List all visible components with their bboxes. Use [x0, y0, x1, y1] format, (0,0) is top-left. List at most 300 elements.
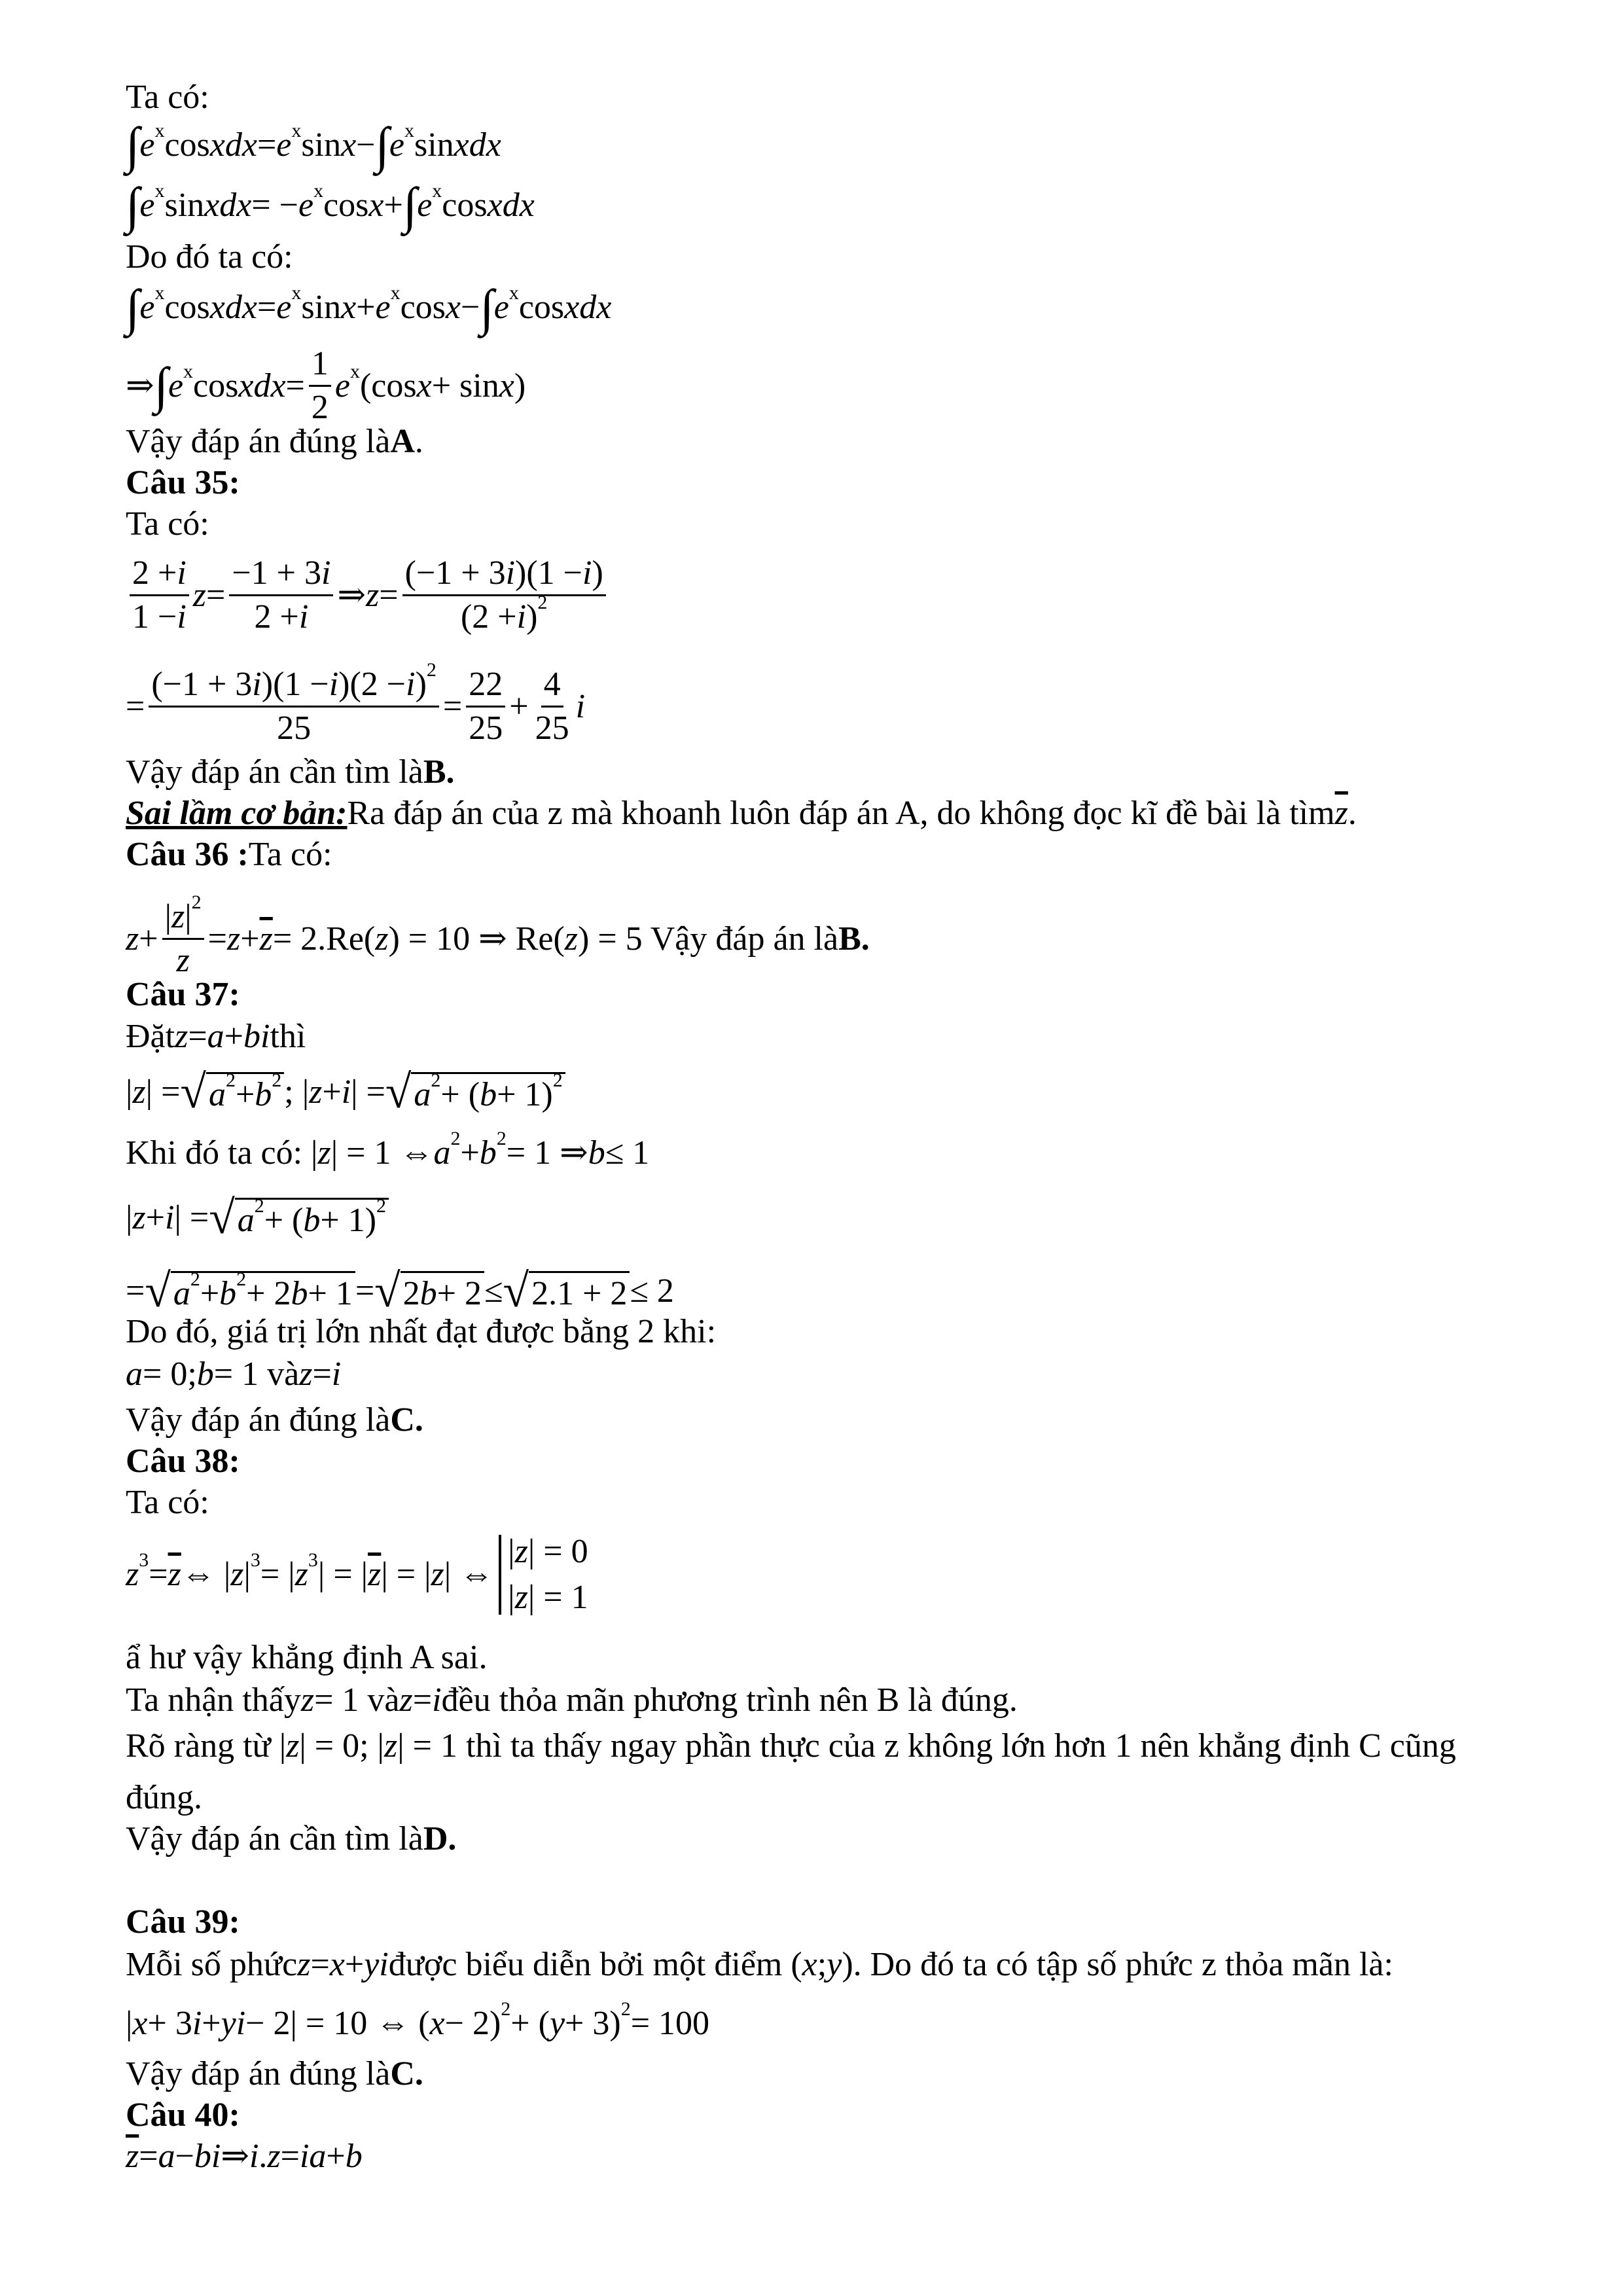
math-variable: z — [294, 1556, 308, 1593]
text-run: cos — [442, 187, 488, 224]
text-run: | — [126, 1073, 133, 1111]
text-line — [126, 177, 535, 234]
math-variable: e — [298, 187, 314, 224]
radicand — [206, 1069, 284, 1113]
text-run: thì — [270, 1018, 306, 1055]
text-run: 2 + — [132, 554, 177, 592]
text-run: + 3 — [147, 2005, 192, 2042]
math-variable: a — [207, 1018, 224, 1055]
superscript: x — [349, 360, 360, 382]
text-line — [126, 1822, 456, 1856]
bold-text: B. — [423, 753, 455, 791]
text-run: = — [285, 367, 305, 404]
text-run: − — [356, 126, 376, 164]
math-variable: z — [431, 1556, 444, 1593]
math-variable: xdx — [564, 289, 612, 327]
square-root — [503, 1264, 630, 1317]
text-run: Ta có: — [126, 79, 209, 116]
text-line — [126, 347, 526, 425]
math-variable: b — [303, 1202, 321, 1239]
text-line — [126, 279, 612, 336]
text-run: (−1 + 3 — [151, 666, 253, 703]
text-run: = — [355, 1272, 375, 1310]
math-variable: i — [192, 2005, 202, 2042]
text-run: − 2| = 10 ⇔ ( — [245, 2005, 430, 2042]
text-line — [126, 2057, 423, 2091]
text-run: + 1) — [320, 1202, 377, 1239]
text-run: cos — [323, 187, 369, 224]
text-run: = — [257, 126, 277, 164]
text-run: = — [207, 920, 227, 958]
text-line — [126, 1781, 202, 1815]
math-variable: x — [499, 367, 514, 404]
math-variable: e — [389, 126, 404, 164]
text-line — [126, 1357, 341, 1391]
conjugate: $\overline{z}$ — [1334, 795, 1348, 832]
text-run: + ( — [440, 1076, 480, 1113]
superscript: x — [291, 120, 302, 142]
text-run: 2 — [402, 1275, 420, 1312]
text-run: + — [145, 1198, 165, 1236]
superscript: x — [508, 282, 519, 304]
math-variable: i — [341, 1073, 351, 1111]
text-run: = 100 — [630, 2005, 710, 2042]
text-run: ) — [415, 666, 427, 703]
math-variable: b — [419, 1275, 437, 1312]
denominator — [533, 708, 572, 745]
superscript: x — [154, 120, 165, 142]
text-run: | — [126, 1198, 133, 1236]
text-run: = 0; — [143, 1355, 197, 1393]
text-line — [126, 81, 209, 115]
text-run: = — [206, 576, 226, 614]
superscript: 2 — [376, 1195, 387, 1217]
superscript: 2 — [254, 1195, 264, 1217]
text-run: = | — [260, 1556, 295, 1593]
math-variable: z — [514, 1579, 528, 1616]
text-run: ≤ 2 — [630, 1272, 674, 1310]
text-run: + — [224, 1018, 243, 1055]
text-run: . — [259, 2138, 268, 2175]
text-line — [126, 1998, 710, 2042]
text-line — [126, 1065, 565, 1118]
text-line — [126, 891, 870, 979]
numerator — [541, 668, 563, 708]
superscript: x — [183, 360, 194, 382]
denominator — [466, 708, 505, 745]
text-line — [126, 1403, 423, 1437]
math-variable: z — [126, 920, 139, 958]
text-run: cos — [400, 289, 446, 327]
math-variable: i — [329, 666, 339, 703]
text-line — [126, 556, 610, 634]
math-variable: z — [300, 1681, 315, 1719]
text-run: = — [280, 2138, 300, 2175]
text-line — [126, 1683, 1018, 1717]
text-run: = 1 ⇒ — [506, 1134, 588, 1172]
math-variable: xdx — [487, 187, 535, 224]
superscript: 2 — [272, 1069, 282, 1091]
text-run: − 2) — [444, 2005, 501, 2042]
math-variable: e — [334, 367, 350, 404]
text-run: + — [322, 1073, 342, 1111]
bold-text: B. — [838, 920, 870, 958]
math-variable: yi — [364, 1946, 389, 1983]
math-variable: e — [417, 187, 433, 224]
text-run: Vậy đáp án cần tìm là — [126, 753, 423, 791]
text-run: = — [149, 1556, 168, 1593]
superscript: 2 — [450, 1128, 461, 1149]
math-variable: i — [321, 554, 331, 592]
text-run: = — [412, 1681, 433, 1719]
integral-sign: ∫ — [375, 117, 389, 173]
text-run: 1 — [311, 345, 329, 382]
text-run: cos — [164, 126, 210, 164]
math-variable: i — [298, 598, 309, 636]
text-run: sin — [164, 187, 205, 224]
text-run: | — [508, 1533, 515, 1570]
text-run: 4 — [543, 666, 561, 703]
superscript: x — [154, 282, 165, 304]
math-variable: xdx — [238, 367, 286, 404]
conjugate: $\overline{z}$ — [368, 1556, 382, 1593]
radical-sign: √ — [374, 1264, 401, 1317]
text-run: 22 — [469, 666, 503, 703]
square-root — [180, 1065, 284, 1118]
math-variable: i — [575, 687, 586, 725]
text-run: )(2 − — [338, 666, 406, 703]
integral-sign: ∫ — [126, 279, 140, 336]
text-run: cos — [518, 289, 565, 327]
radical-sign: √ — [209, 1191, 235, 1244]
math-variable: e — [493, 289, 509, 327]
math-variable: i — [432, 1681, 442, 1719]
text-run: + — [356, 289, 376, 327]
math-variable: a — [158, 2138, 175, 2175]
superscript: x — [154, 180, 165, 202]
case-row — [508, 1535, 588, 1569]
integral-sign: ∫ — [126, 177, 140, 234]
text-run: Ta nhận thấy — [126, 1681, 301, 1719]
math-variable: z — [175, 1018, 188, 1055]
text-run: + 3) — [565, 2005, 621, 2042]
text-run: sin — [301, 289, 342, 327]
text-run: Ta có: — [126, 505, 209, 543]
text-run: + — [202, 2005, 221, 2042]
text-run: − — [461, 289, 480, 327]
text-run: )(1 − — [515, 554, 583, 592]
text-run: | — [185, 898, 192, 935]
text-run: Vậy đáp án đúng là — [126, 2055, 391, 2092]
math-variable: x — [341, 289, 357, 327]
text-run: | = — [174, 1198, 209, 1236]
math-variable: i — [177, 554, 187, 592]
math-variable: b — [479, 1134, 497, 1172]
text-line — [126, 1128, 650, 1172]
text-run: Vậy đáp án cần tìm là — [126, 1820, 423, 1857]
math-variable: z — [375, 920, 389, 958]
text-run: ) — [592, 554, 603, 592]
text-run: Ra đáp án của z mà khoanh luôn đáp án A, do không đọc kĩ đề bài là tìm — [347, 795, 1335, 832]
text-run: (−1 + 3 — [404, 554, 506, 592]
text-line — [126, 1486, 209, 1520]
text-run: đúng. — [126, 1779, 202, 1816]
math-variable: z — [132, 1198, 146, 1236]
radicand — [235, 1195, 389, 1239]
bold-text: Câu 37: — [126, 976, 240, 1013]
text-run: cos — [164, 289, 210, 327]
math-variable: a — [414, 1076, 431, 1113]
text-run: ) = 5 Vậy đáp án là — [578, 920, 839, 958]
math-variable: i — [582, 554, 592, 592]
text-run: = − — [251, 187, 298, 224]
text-run: = — [139, 2138, 158, 2175]
math-variable: ia — [299, 2138, 327, 2175]
math-variable: e — [276, 126, 292, 164]
text-run: ẩ hư vậy khẳng định A sai. — [126, 1639, 488, 1676]
text-run: = — [188, 1018, 207, 1055]
integral-sign: ∫ — [480, 279, 494, 336]
math-variable: i — [505, 554, 516, 592]
math-variable: i — [252, 666, 262, 703]
superscript: 2 — [537, 592, 548, 613]
text-run: = — [312, 1355, 332, 1393]
text-run: ⇒ — [221, 2138, 249, 2175]
fraction — [466, 668, 505, 745]
math-variable: z — [126, 1556, 139, 1593]
math-variable: x — [329, 1946, 345, 1983]
text-run: + — [509, 687, 529, 725]
text-run: + — [460, 1134, 480, 1172]
text-run: (cos — [359, 367, 417, 404]
text-line — [126, 507, 209, 541]
math-variable: b — [196, 1355, 214, 1393]
text-run: 25 — [469, 709, 503, 747]
text-run: + ( — [510, 2005, 550, 2042]
text-run: Do đó ta có: — [126, 238, 293, 276]
math-variable: z — [317, 1134, 331, 1172]
text-run: được biểu diễn bởi một điểm ( — [388, 1946, 802, 1983]
text-run: sin — [301, 126, 342, 164]
math-variable: z — [171, 898, 185, 935]
math-variable: a — [433, 1134, 451, 1172]
fraction — [309, 347, 331, 425]
case-bracket — [499, 1535, 588, 1615]
square-root — [209, 1191, 389, 1244]
numerator — [402, 556, 606, 596]
text-run: | — [508, 1579, 515, 1616]
text-run: Vậy đáp án đúng là — [126, 423, 391, 460]
math-variable: xdx — [209, 126, 257, 164]
text-run: Do đó, giá trị lớn nhất đạt được bằng 2 khi: — [126, 1313, 717, 1350]
superscript: 2 — [190, 1268, 200, 1290]
math-variable: e — [139, 126, 155, 164]
text-run: + — [326, 2138, 346, 2175]
fraction — [402, 556, 606, 634]
text-line — [126, 1315, 716, 1349]
text-line — [126, 2140, 363, 2174]
math-variable: i — [406, 666, 416, 703]
text-run: = — [126, 687, 145, 725]
math-variable: b — [588, 1134, 605, 1172]
numerator — [149, 659, 439, 708]
text-run: (2 + — [460, 598, 517, 636]
text-run: ). Do đó ta có tập số phức z thỏa mãn là: — [842, 1946, 1393, 1983]
integral-sign: ∫ — [154, 357, 168, 414]
text-line — [126, 1020, 306, 1054]
text-run: + — [383, 187, 403, 224]
bold-text: Câu 35: — [126, 464, 240, 501]
superscript: 3 — [139, 1549, 149, 1571]
superscript: x — [313, 180, 324, 202]
text-line — [126, 659, 586, 747]
text-run: 25 — [535, 709, 569, 747]
text-run: = — [257, 289, 277, 327]
bold-text: C. — [390, 2055, 423, 2092]
math-variable: i — [516, 598, 527, 636]
math-variable: z — [176, 942, 190, 979]
text-run: − — [175, 2138, 194, 2175]
text-run: + 2 — [246, 1275, 291, 1312]
math-variable: bi — [194, 2138, 221, 2175]
text-run: = — [442, 687, 463, 725]
math-variable: x — [416, 367, 432, 404]
denominator — [458, 592, 550, 636]
text-run: | = 1 thì ta thấy ngay phần thực của z không lớn hơn 1 nên khẳng định C cũng — [397, 1727, 1456, 1765]
text-run: . — [1347, 795, 1357, 832]
text-run: + — [235, 1076, 255, 1113]
math-variable: yi — [221, 2005, 246, 2042]
fraction — [130, 556, 189, 634]
text-run: | = 0 — [527, 1533, 588, 1570]
superscript: 2 — [496, 1128, 507, 1149]
bold-text: Câu 38: — [126, 1443, 240, 1480]
math-variable: a — [173, 1275, 190, 1312]
math-variable: e — [139, 289, 155, 327]
text-line — [126, 797, 1357, 831]
text-line — [126, 2098, 240, 2132]
radical-sign: √ — [385, 1065, 412, 1118]
text-run: Vậy đáp án đúng là — [126, 1401, 391, 1439]
text-run: ; — [817, 1946, 827, 1983]
math-variable: b — [219, 1275, 237, 1312]
integral-sign: ∫ — [126, 117, 140, 173]
text-run: ≤ 1 — [605, 1134, 650, 1172]
radicand — [529, 1271, 630, 1311]
math-variable: a — [208, 1076, 226, 1113]
math-variable: b — [255, 1076, 272, 1113]
math-variable: bi — [243, 1018, 270, 1055]
text-line — [126, 1264, 674, 1317]
math-variable: x — [802, 1946, 817, 1983]
text-line — [126, 1948, 1393, 1982]
math-variable: z — [286, 1727, 300, 1765]
text-run: Ta có: — [126, 1484, 209, 1521]
text-run: + sin — [431, 367, 499, 404]
text-run: + — [139, 920, 158, 958]
superscript: 2 — [501, 1998, 511, 2020]
text-run: ) — [526, 598, 538, 636]
math-variable: z — [399, 1681, 413, 1719]
text-run: + — [200, 1275, 220, 1312]
math-variable: z — [267, 2138, 281, 2175]
superscript: 3 — [250, 1549, 260, 1571]
text-line — [126, 1535, 588, 1615]
numerator — [130, 556, 189, 596]
text-line — [126, 1191, 389, 1244]
math-variable: z — [514, 1533, 528, 1570]
text-line — [126, 466, 240, 500]
text-run: + 2 — [437, 1275, 482, 1312]
bold-text: Câu 36 : — [126, 836, 249, 873]
text-run: Đặt — [126, 1018, 175, 1055]
text-run: | — [164, 898, 171, 935]
math-variable: xdx — [209, 289, 257, 327]
math-variable: z — [230, 1556, 244, 1593]
text-run: | = — [145, 1073, 181, 1111]
text-run: sin — [414, 126, 454, 164]
radical-sign: √ — [145, 1264, 171, 1317]
text-run: Ta có: — [248, 836, 332, 873]
bold-text: Câu 40: — [126, 2096, 240, 2134]
superscript: 2 — [225, 1069, 236, 1091]
text-line — [126, 1444, 240, 1479]
square-root — [385, 1065, 565, 1118]
superscript: 2 — [431, 1069, 441, 1091]
text-run: ) — [514, 367, 526, 404]
radicand — [171, 1268, 355, 1312]
math-variable: i — [249, 2138, 259, 2175]
numerator — [229, 556, 333, 596]
text-run: + — [344, 1946, 365, 1983]
math-variable: z — [564, 920, 579, 958]
superscript: 2 — [236, 1268, 247, 1290]
square-root — [374, 1264, 484, 1317]
fraction — [533, 668, 572, 745]
square-root — [145, 1264, 355, 1317]
conjugate: $\overline{z}$ — [126, 2138, 139, 2175]
integral-sign: ∫ — [402, 177, 418, 234]
math-variable: x — [341, 126, 357, 164]
bold-text: Câu 39: — [126, 1903, 240, 1941]
text-run: ⇒ — [126, 367, 154, 404]
text-run: + 1 — [308, 1275, 353, 1312]
radical-sign: √ — [503, 1264, 529, 1317]
text-line — [126, 755, 455, 789]
math-variable: z — [309, 1073, 323, 1111]
text-run: cos — [193, 367, 239, 404]
superscript: x — [432, 180, 442, 202]
text-run: Mỗi số phức — [126, 1946, 298, 1983]
radical-sign: √ — [180, 1065, 206, 1118]
denominator — [130, 596, 189, 634]
math-variable: e — [276, 289, 292, 327]
superscript: 2 — [552, 1069, 563, 1091]
text-run: + 1) — [497, 1076, 553, 1113]
math-variable: z — [297, 1946, 311, 1983]
text-run: Rõ ràng từ | — [126, 1727, 287, 1765]
text-run: | = | — [381, 1556, 431, 1593]
math-variable: x — [368, 187, 384, 224]
superscript: x — [404, 120, 414, 142]
denominator — [174, 940, 192, 978]
bold-text: C. — [390, 1401, 423, 1439]
text-line — [126, 1905, 240, 1939]
text-run: = — [126, 1272, 145, 1310]
note-heading: Sai lầm cơ bản: — [126, 795, 348, 832]
text-run: 2.1 + 2 — [531, 1275, 628, 1312]
text-run: | — [126, 2005, 133, 2042]
